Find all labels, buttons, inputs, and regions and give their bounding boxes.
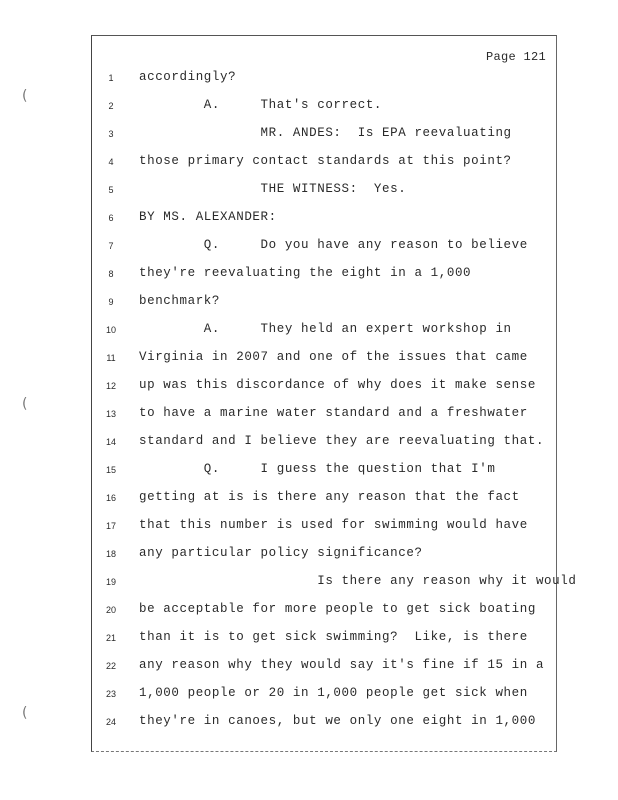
line-number: 7 [108, 241, 114, 251]
line-text: THE WITNESS: Yes. [139, 182, 407, 196]
line-number: 17 [105, 521, 116, 531]
transcript-line [92, 490, 552, 510]
transcript-line [92, 378, 552, 398]
transcript-line [92, 658, 552, 678]
transcript-line [92, 546, 552, 566]
line-number: 22 [105, 661, 116, 671]
line-number: 1 [108, 73, 114, 83]
transcript-line [92, 98, 552, 118]
transcript-line [92, 294, 552, 314]
line-text: any reason why they would say it's fine if 15 in a [139, 658, 545, 672]
margin-mark: ( [22, 396, 28, 412]
line-text: getting at is is there any reason that the fact [139, 490, 520, 504]
line-text: A. They held an expert workshop in [139, 322, 512, 336]
line-text: Is there any reason why it would [139, 574, 577, 588]
line-number: 21 [105, 633, 116, 643]
line-text: 1,000 people or 20 in 1,000 people get sick when [139, 686, 528, 700]
line-text: up was this discordance of why does it make sense [139, 378, 536, 392]
line-text: Q. I guess the question that I'm [139, 462, 496, 476]
transcript-line [92, 714, 552, 734]
line-text: Q. Do you have any reason to believe [139, 238, 528, 252]
line-text: than it is to get sick swimming? Like, is there [139, 630, 528, 644]
transcript-line [92, 602, 552, 622]
transcript-line [92, 210, 552, 230]
line-number: 3 [108, 129, 114, 139]
line-text: standard and I believe they are reevaluating that. [139, 434, 545, 448]
line-text: they're in canoes, but we only one eight in 1,000 [139, 714, 536, 728]
line-text: they're reevaluating the eight in a 1,000 [139, 266, 472, 280]
margin-mark: ( [22, 705, 28, 721]
line-number: 9 [108, 297, 114, 307]
transcript-line [92, 350, 552, 370]
transcript-line [92, 518, 552, 538]
transcript-page [91, 35, 577, 752]
page-number: Page 121 [485, 50, 546, 64]
line-text: A. That's correct. [139, 98, 383, 112]
line-number: 19 [105, 577, 116, 587]
line-text: that this number is used for swimming would have [139, 518, 528, 532]
line-text: those primary contact standards at this point? [139, 154, 512, 168]
line-number: 12 [105, 381, 116, 391]
line-number: 6 [108, 213, 114, 223]
line-number: 13 [105, 409, 116, 419]
line-number: 20 [105, 605, 116, 615]
transcript-line [92, 238, 552, 258]
line-text: BY MS. ALEXANDER: [139, 210, 277, 224]
line-number: 14 [105, 437, 116, 447]
transcript-line [92, 126, 552, 146]
line-text: MR. ANDES: Is EPA reevaluating [139, 126, 512, 140]
line-text: be acceptable for more people to get sick boating [139, 602, 536, 616]
line-number: 5 [108, 185, 114, 195]
transcript-line [92, 406, 552, 426]
transcript-line [92, 434, 552, 454]
line-number: 15 [105, 465, 116, 475]
line-number: 10 [105, 325, 116, 335]
margin-mark: ( [22, 88, 28, 104]
line-number: 4 [108, 157, 114, 167]
transcript-line [92, 70, 552, 90]
transcript-line [92, 322, 552, 342]
line-number: 24 [105, 717, 116, 727]
transcript-line [92, 154, 552, 174]
transcript-line [92, 686, 552, 706]
line-text: benchmark? [139, 294, 221, 308]
line-text: any particular policy significance? [139, 546, 423, 560]
transcript-line [92, 462, 552, 482]
transcript-line [92, 182, 552, 202]
transcript-line [92, 266, 552, 286]
line-number: 8 [108, 269, 114, 279]
line-number: 2 [108, 101, 114, 111]
line-number: 11 [106, 353, 116, 363]
line-number: 23 [105, 689, 116, 699]
transcript-line [92, 574, 577, 594]
line-number: 18 [105, 549, 116, 559]
line-text: accordingly? [139, 70, 237, 84]
transcript-line [92, 630, 552, 650]
line-text: Virginia in 2007 and one of the issues that came [139, 350, 528, 364]
line-text: to have a marine water standard and a freshwater [139, 406, 528, 420]
line-number: 16 [105, 493, 116, 503]
